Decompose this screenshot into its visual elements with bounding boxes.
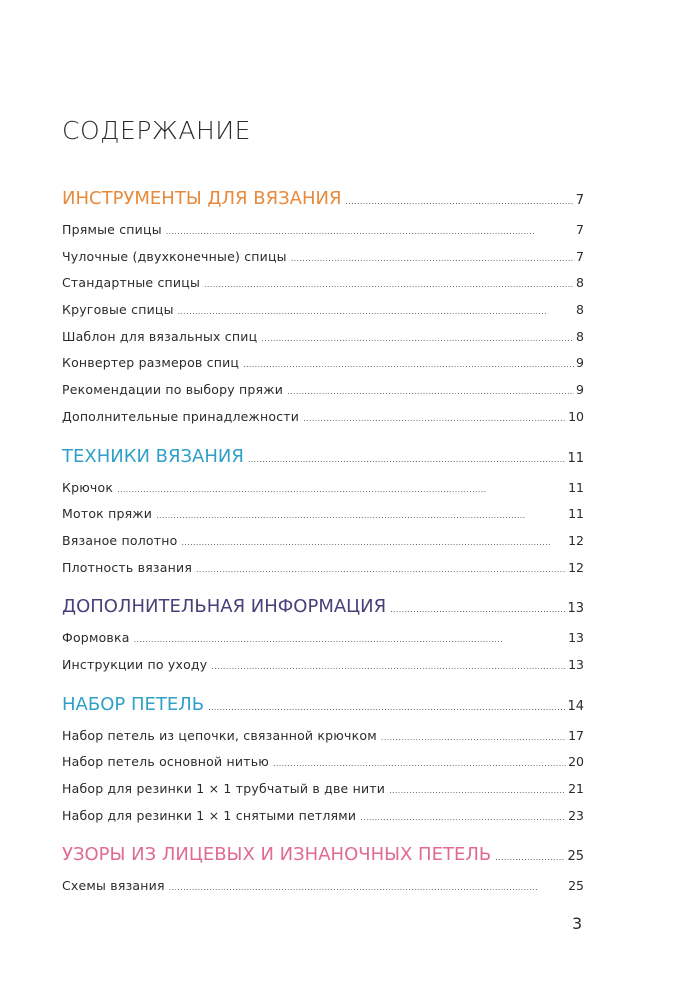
toc-section-heading[interactable] [62, 446, 584, 480]
toc-item-label: Вязаное полотно [62, 532, 178, 548]
toc-item-page: 12 [568, 559, 584, 575]
section-page-number: 14 [567, 698, 584, 714]
toc-item[interactable] [62, 728, 584, 755]
toc-item-page: 9 [576, 382, 584, 398]
toc-item-page: 20 [568, 754, 584, 770]
page-title: СОДЕРЖАНИЕ [62, 116, 251, 145]
leader-dots [156, 506, 566, 521]
toc-item[interactable] [62, 329, 584, 356]
toc-item-page: 8 [576, 328, 584, 344]
section-heading-label: ДОПОЛНИТЕЛЬНАЯ ИНФОРМАЦИЯ [62, 596, 387, 618]
toc-item[interactable] [62, 878, 584, 905]
toc-item-label: Набор для резинки 1 × 1 трубчатый в две нити [62, 781, 386, 796]
toc-item-page: 12 [568, 532, 584, 548]
toc-section-heading[interactable] [62, 596, 584, 630]
toc-item-label: Прямые спицы [62, 222, 162, 237]
leader-dots [381, 728, 566, 743]
toc-item-label: Моток пряжи [62, 506, 153, 522]
toc-item-label: Дополнительные принадлежности [62, 408, 300, 424]
toc-item-page: 23 [568, 807, 584, 823]
section-heading-label: НАБОР ПЕТЕЛЬ [62, 693, 205, 715]
leader-dots [287, 382, 574, 397]
toc-item-label: Стандартные спицы [62, 275, 201, 291]
toc-section-patterns [62, 844, 584, 905]
toc-item-page: 7 [576, 222, 584, 237]
toc-item-page: 13 [568, 656, 584, 672]
toc-item-page: 11 [568, 479, 584, 495]
section-heading-label: УЗОРЫ ИЗ ЛИЦЕВЫХ И ИЗНАНОЧНЫХ ПЕТЕЛЬ [62, 844, 492, 866]
toc-item[interactable] [62, 560, 584, 587]
toc-item[interactable] [62, 249, 584, 276]
leader-dots [243, 355, 574, 370]
leader-dots [345, 188, 573, 209]
section-page-number: 13 [567, 601, 584, 617]
toc-item-label: Чулочные (двухконечные) спицы [62, 248, 287, 264]
toc-item-label: Рекомендации по выбору пряжи [62, 382, 284, 398]
section-page-number: 7 [575, 193, 584, 208]
toc-section-tools [62, 188, 584, 436]
leader-dots [291, 249, 574, 264]
toc-item[interactable] [62, 382, 584, 409]
toc-section-heading[interactable] [62, 188, 584, 222]
section-heading-label: ИНСТРУМЕНТЫ ДЛЯ ВЯЗАНИЯ [62, 188, 342, 209]
section-page-number: 11 [567, 450, 584, 466]
toc-item-label: Крючок [62, 479, 114, 495]
toc-item[interactable] [62, 781, 584, 808]
toc-item-label: Плотность вязания [62, 559, 193, 575]
section-spacer [62, 684, 584, 694]
table-of-contents [62, 188, 584, 905]
toc-item[interactable] [62, 754, 584, 781]
toc-item[interactable] [62, 506, 584, 533]
leader-dots [181, 533, 566, 548]
leader-dots [261, 329, 574, 344]
toc-item-label: Конвертер размеров спиц [62, 355, 240, 371]
toc-item-page: 9 [576, 355, 584, 371]
toc-section-heading[interactable] [62, 844, 584, 878]
leader-dots [390, 596, 565, 617]
leader-dots [495, 844, 565, 865]
toc-item-page: 21 [568, 781, 584, 796]
toc-section-heading[interactable] [62, 694, 584, 728]
toc-item-page: 17 [568, 727, 584, 743]
toc-item-label: Схемы вязания [62, 878, 165, 894]
leader-dots [169, 878, 566, 893]
leader-dots [360, 808, 566, 823]
leader-dots [303, 409, 566, 424]
leader-dots [134, 630, 566, 645]
toc-item-page: 11 [568, 506, 584, 522]
toc-item-page: 8 [576, 275, 584, 291]
section-spacer [62, 834, 584, 844]
toc-item-page: 8 [576, 302, 584, 318]
toc-section-techniques [62, 446, 584, 587]
toc-item-page: 25 [568, 878, 584, 894]
leader-dots [166, 222, 574, 237]
toc-item-label: Круговые спицы [62, 302, 174, 318]
leader-dots [117, 480, 566, 495]
section-page-number: 25 [567, 849, 584, 865]
leader-dots [208, 694, 565, 715]
leader-dots [248, 446, 566, 467]
toc-item[interactable] [62, 657, 584, 684]
toc-item[interactable] [62, 480, 584, 507]
toc-item[interactable] [62, 355, 584, 382]
toc-item-page: 13 [568, 630, 584, 646]
leader-dots [178, 302, 574, 317]
toc-item-label: Формовка [62, 630, 130, 646]
toc-item-label: Набор для резинки 1 × 1 снятыми петлями [62, 807, 357, 823]
toc-item[interactable] [62, 302, 584, 329]
toc-item-label: Набор петель основной нитью [62, 754, 269, 770]
leader-dots [204, 275, 574, 290]
toc-item[interactable] [62, 275, 584, 302]
section-heading-label: ТЕХНИКИ ВЯЗАНИЯ [62, 445, 244, 467]
toc-item-label: Набор петель из цепочки, связанной крючком [62, 727, 377, 743]
toc-item[interactable] [62, 630, 584, 657]
toc-section-cast-on [62, 694, 584, 835]
toc-item-page: 7 [576, 248, 584, 264]
leader-dots [273, 754, 566, 769]
toc-item[interactable] [62, 808, 584, 835]
toc-item-label: Инструкции по уходу [62, 656, 208, 672]
toc-item-label: Шаблон для вязальных спиц [62, 328, 258, 344]
page-number: 3 [572, 914, 583, 933]
toc-item-page: 10 [568, 408, 584, 424]
toc-item[interactable] [62, 533, 584, 560]
leader-dots [196, 560, 566, 575]
toc-item[interactable] [62, 222, 584, 249]
toc-section-additional-info [62, 596, 584, 683]
section-spacer [62, 586, 584, 596]
leader-dots [211, 657, 566, 672]
toc-item[interactable] [62, 409, 584, 436]
leader-dots [389, 781, 566, 796]
section-spacer [62, 436, 584, 446]
